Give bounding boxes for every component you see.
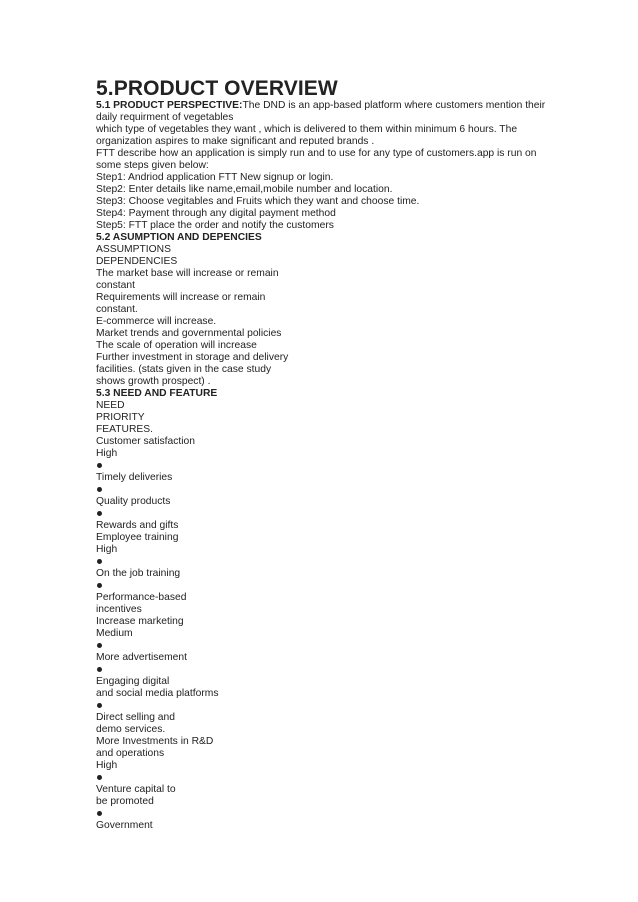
step-line: Step2: Enter details like name,email,mobile number and location. <box>96 184 393 195</box>
list-item: High <box>96 544 118 555</box>
text-line: The market base will increase or remain <box>96 268 279 279</box>
step-line: Step4: Payment through any digital payment method <box>96 208 336 219</box>
list-item: Engaging digital <box>96 676 170 687</box>
bullet-dot-icon <box>97 703 102 708</box>
bullet-marker <box>96 460 566 472</box>
bullet-dot-icon <box>97 811 102 816</box>
bullet-dot-icon <box>97 463 102 468</box>
bullet-dot-icon <box>97 643 102 648</box>
bullet-marker <box>96 640 566 652</box>
perspective-first-line <box>96 100 566 112</box>
text-line: constant <box>96 280 135 291</box>
page-title: 5.PRODUCT OVERVIEW <box>96 77 338 100</box>
list-item: Direct selling and <box>96 712 175 723</box>
text-line: The scale of operation will increase <box>96 340 257 351</box>
document-page <box>96 78 566 832</box>
bullet-dot-icon <box>97 511 102 516</box>
list-item: Rewards and gifts <box>96 520 179 531</box>
list-item: Venture capital to <box>96 784 176 795</box>
section-assumptions-dependencies <box>96 232 566 388</box>
list-item: More advertisement <box>96 652 187 663</box>
text-line: shows growth prospect) . <box>96 376 211 387</box>
text-line: facilities. (stats given in the case study <box>96 364 272 375</box>
section-heading-assumptions: 5.2 ASUMPTION AND DEPENCIES <box>96 232 262 243</box>
text-line: ASSUMPTIONS <box>96 244 171 255</box>
text-line: Further investment in storage and delivery <box>96 352 289 363</box>
list-item: Increase marketing <box>96 616 184 627</box>
bullet-marker <box>96 580 566 592</box>
list-item: On the job training <box>96 568 181 579</box>
bullet-dot-icon <box>97 775 102 780</box>
text-line: daily requirment of vegetables <box>96 112 234 123</box>
list-item: High <box>96 760 118 771</box>
list-item: Customer satisfaction <box>96 436 196 447</box>
bullet-dot-icon <box>97 667 102 672</box>
text-line: Market trends and governmental policies <box>96 328 282 339</box>
list-item: Government <box>96 820 153 831</box>
section-need-and-feature <box>96 388 566 832</box>
bullet-marker <box>96 808 566 820</box>
section-heading-need-feature: 5.3 NEED AND FEATURE <box>96 388 218 399</box>
step-line: Step5: FTT place the order and notify the customers <box>96 220 334 231</box>
bullet-marker <box>96 508 566 520</box>
list-item: demo services. <box>96 724 166 735</box>
bullet-dot-icon <box>97 583 102 588</box>
text-line: constant. <box>96 304 138 315</box>
list-item: Quality products <box>96 496 171 507</box>
list-item: and social media platforms <box>96 688 219 699</box>
section-product-perspective <box>96 100 566 232</box>
list-item: High <box>96 448 118 459</box>
list-item: and operations <box>96 748 165 759</box>
section-heading-perspective: 5.1 PRODUCT PERSPECTIVE: <box>96 100 243 111</box>
column-header-features: FEATURES. <box>96 424 154 435</box>
list-item: More Investments in R&D <box>96 736 214 747</box>
column-header-need: NEED <box>96 400 125 411</box>
bullet-marker <box>96 484 566 496</box>
bullet-marker <box>96 664 566 676</box>
step-line: Step1: Andriod application FTT New signup or login. <box>96 172 334 183</box>
list-item: Medium <box>96 628 133 639</box>
need-feature-list <box>96 436 566 832</box>
column-header-priority: PRIORITY <box>96 412 145 423</box>
text-line: which type of vegetables they want , which is delivered to them within minimum 6 hours. The <box>96 124 518 135</box>
step-line: Step3: Choose vegitables and Fruits which they want and choose time. <box>96 196 420 207</box>
perspective-intro-text: The DND is an app-based platform where customers mention their <box>242 100 546 111</box>
bullet-marker <box>96 772 566 784</box>
list-item: Timely deliveries <box>96 472 173 483</box>
bullet-dot-icon <box>97 487 102 492</box>
bullet-dot-icon <box>97 559 102 564</box>
text-line: FTT describe how an application is simply run and to use for any type of customers.app is run on <box>96 148 537 159</box>
list-item: Performance-based <box>96 592 187 603</box>
text-line: Requirements will increase or remain <box>96 292 266 303</box>
list-item: incentives <box>96 604 142 615</box>
text-line: DEPENDENCIES <box>96 256 178 267</box>
text-line: organization aspires to make significant and reputed brands . <box>96 136 375 147</box>
bullet-marker <box>96 700 566 712</box>
bullet-marker <box>96 556 566 568</box>
list-item: be promoted <box>96 796 154 807</box>
text-line: some steps given below: <box>96 160 209 171</box>
list-item: Employee training <box>96 532 179 543</box>
text-line: E-commerce will increase. <box>96 316 217 327</box>
